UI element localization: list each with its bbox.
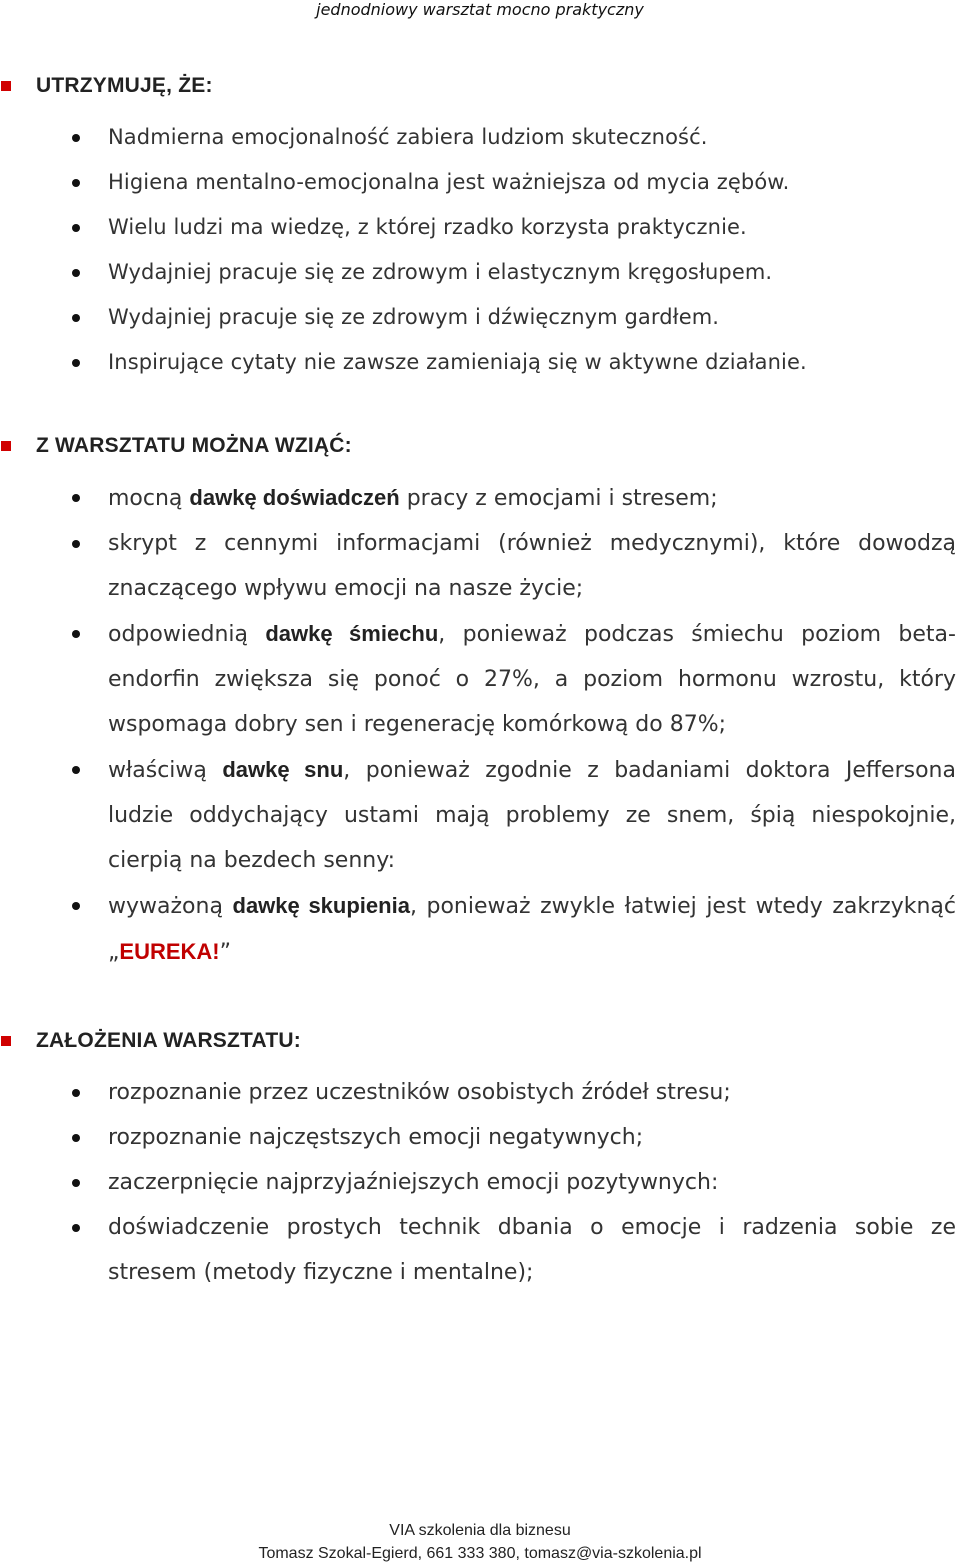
takeaways-list bbox=[0, 475, 960, 975]
list-item: zaczerpnięcie najprzyjaźniejszych emocji pozytywnych: bbox=[0, 1160, 960, 1205]
bullet-icon bbox=[72, 134, 80, 142]
section-title-assumptions bbox=[0, 1026, 960, 1056]
square-bullet-icon bbox=[1, 1036, 11, 1046]
list-item: doświadczenie prostych technik dbania o emocje i radzenia sobie ze stresem (metody fizyczne i mentalne); bbox=[0, 1205, 960, 1295]
section-title-text: UTRZYMUJĘ, ŻE: bbox=[36, 74, 213, 97]
brand-via: VIA bbox=[389, 1522, 415, 1539]
list-item: Wydajniej pracuje się ze zdrowym i dźwięcznym gardłem. bbox=[0, 295, 960, 340]
beliefs-list bbox=[0, 115, 960, 385]
bullet-icon bbox=[72, 766, 80, 774]
bullet-icon bbox=[72, 494, 80, 502]
brand-name: szkolenia dla biznesu bbox=[414, 1522, 571, 1539]
bullet-icon bbox=[72, 1089, 80, 1097]
list-item: mocną dawkę doświadczeń pracy z emocjami i stresem; bbox=[0, 475, 960, 521]
assumptions-list bbox=[0, 1070, 960, 1295]
section-title-text: Z WARSZTATU MOŻNA WZIĄĆ: bbox=[36, 434, 352, 457]
bullet-icon bbox=[72, 1134, 80, 1142]
footer-brand bbox=[0, 1522, 960, 1540]
bullet-icon bbox=[72, 540, 80, 548]
list-item: skrypt z cennymi informacjami (również medycznymi), które dowodzą znaczącego wpływu emocji na nasze życie; bbox=[0, 521, 960, 611]
bullet-icon bbox=[72, 179, 80, 187]
section-title-beliefs bbox=[0, 71, 960, 101]
list-item: Inspirujące cytaty nie zawsze zamieniają się w aktywne działanie. bbox=[0, 340, 960, 385]
list-item: Wydajniej pracuje się ze zdrowym i elastycznym kręgosłupem. bbox=[0, 250, 960, 295]
bullet-icon bbox=[72, 1179, 80, 1187]
bullet-icon bbox=[72, 314, 80, 322]
footer-contact: Tomasz Szokal-Egierd, 661 333 380, tomasz@via-szkolenia.pl bbox=[258, 1545, 702, 1562]
section-title-text: ZAŁOŻENIA WARSZTATU: bbox=[36, 1029, 301, 1052]
square-bullet-icon bbox=[1, 81, 11, 91]
list-item: Nadmierna emocjonalność zabiera ludziom skuteczność. bbox=[0, 115, 960, 160]
list-item: Higiena mentalno-emocjonalna jest ważniejsza od mycia zębów. bbox=[0, 160, 960, 205]
list-item: wyważoną dawkę skupienia, ponieważ zwykle łatwiej jest wtedy zakrzyknąć „EUREKA!” bbox=[0, 883, 960, 975]
list-item: rozpoznanie najczęstszych emocji negatywnych; bbox=[0, 1115, 960, 1160]
list-item: odpowiednią dawkę śmiechu, ponieważ podczas śmiechu poziom beta-endorfin zwiększa się ponoć o 27%, a poziom hormonu wzrostu, który wspomaga dobry sen i regenerację komórkową do 87%; bbox=[0, 611, 960, 747]
list-item: właściwą dawkę snu, ponieważ zgodnie z badaniami doktora Jeffersona ludzie oddychający ustami mają problemy ze snem, śpią niespokojnie, cierpią na bezdech senny: bbox=[0, 747, 960, 883]
page-header: jednodniowy warsztat mocno praktyczny bbox=[316, 0, 644, 19]
section-beliefs bbox=[0, 71, 960, 385]
list-item: Wielu ludzi ma wiedzę, z której rzadko korzysta praktycznie. bbox=[0, 205, 960, 250]
bullet-icon bbox=[72, 1224, 80, 1232]
square-bullet-icon bbox=[1, 441, 11, 451]
bullet-icon bbox=[72, 630, 80, 638]
list-item: rozpoznanie przez uczestników osobistych źródeł stresu; bbox=[0, 1070, 960, 1115]
bullet-icon bbox=[72, 224, 80, 232]
bullet-icon bbox=[72, 359, 80, 367]
bullet-icon bbox=[72, 269, 80, 277]
section-takeaways bbox=[0, 431, 960, 975]
section-assumptions bbox=[0, 1026, 960, 1295]
bullet-icon bbox=[72, 902, 80, 910]
section-title-takeaways bbox=[0, 431, 960, 461]
